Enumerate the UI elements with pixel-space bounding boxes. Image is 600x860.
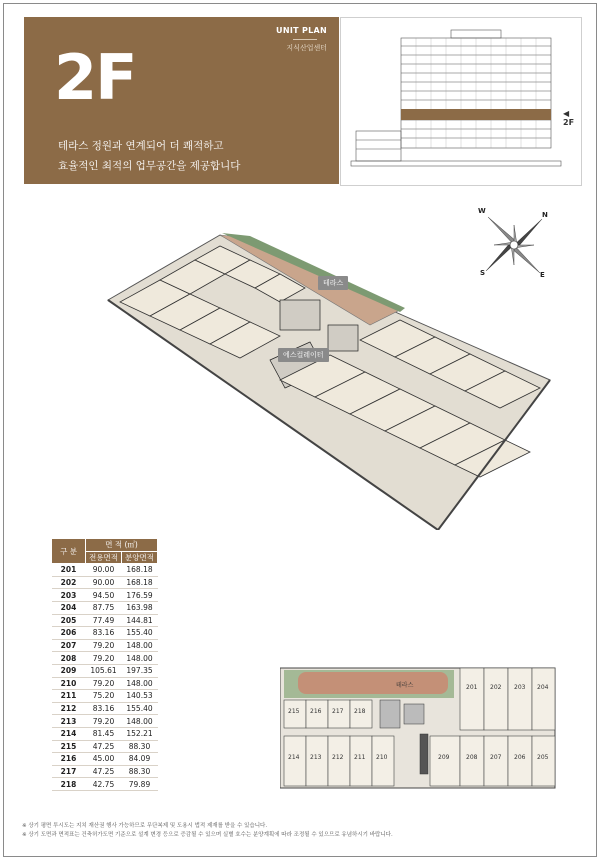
plan-unit: 212 bbox=[332, 754, 344, 761]
isometric-floor-plan bbox=[100, 230, 560, 530]
unit-number: 209 bbox=[52, 664, 86, 677]
footnote-1: ※ 상기 평면 투시도는 지치 재산권 행사 가능하므로 무단복제 및 도용시 법적 제재를 받을 수 있습니다. bbox=[22, 823, 268, 829]
exclusive-area: 47.25 bbox=[86, 765, 122, 778]
footnotes bbox=[22, 822, 393, 840]
plan-unit: 207 bbox=[490, 754, 502, 761]
description-line-1: 테라스 정원과 연계되어 더 쾌적하고 bbox=[58, 140, 224, 152]
plan-unit: 201 bbox=[466, 684, 478, 691]
sale-area: 163.98 bbox=[122, 601, 158, 614]
table-row bbox=[52, 664, 158, 677]
sale-area: 148.00 bbox=[122, 677, 158, 690]
sale-area: 155.40 bbox=[122, 627, 158, 640]
exclusive-area: 94.50 bbox=[86, 589, 122, 602]
sale-area: 148.00 bbox=[122, 715, 158, 728]
table-row bbox=[52, 740, 158, 753]
plan-unit: 202 bbox=[490, 684, 502, 691]
unit-number: 205 bbox=[52, 614, 86, 627]
plan-unit: 203 bbox=[514, 684, 526, 691]
exclusive-area: 83.16 bbox=[86, 702, 122, 715]
exclusive-area: 79.20 bbox=[86, 677, 122, 690]
table-row bbox=[52, 778, 158, 791]
exclusive-area: 47.25 bbox=[86, 740, 122, 753]
unit-number: 218 bbox=[52, 778, 86, 791]
sale-area: 155.40 bbox=[122, 702, 158, 715]
unit-number: 211 bbox=[52, 690, 86, 703]
plan-unit: 211 bbox=[354, 754, 366, 761]
exclusive-area: 87.75 bbox=[86, 601, 122, 614]
exclusive-area: 79.20 bbox=[86, 639, 122, 652]
exclusive-area: 77.49 bbox=[86, 614, 122, 627]
sale-area: 79.89 bbox=[122, 778, 158, 791]
isometric-drawing bbox=[100, 230, 560, 530]
compass-w: W bbox=[478, 207, 486, 215]
area-table-body bbox=[52, 564, 158, 791]
compass-s: S bbox=[480, 269, 486, 277]
plan-unit: 214 bbox=[288, 754, 300, 761]
escalator-tag: 에스컬레이터 bbox=[278, 348, 329, 362]
sale-area: 152.21 bbox=[122, 727, 158, 740]
plan-unit: 206 bbox=[514, 754, 526, 761]
exclusive-area: 45.00 bbox=[86, 753, 122, 766]
exclusive-area: 83.16 bbox=[86, 627, 122, 640]
table-row bbox=[52, 753, 158, 766]
sale-area: 84.09 bbox=[122, 753, 158, 766]
table-row bbox=[52, 715, 158, 728]
center-name: 지식산업센터 bbox=[286, 44, 327, 52]
unit-number: 215 bbox=[52, 740, 86, 753]
header-panel bbox=[24, 17, 339, 184]
unit-number: 213 bbox=[52, 715, 86, 728]
unit-number: 212 bbox=[52, 702, 86, 715]
description-line-2: 효율적인 최적의 업무공간을 제공합니다 bbox=[58, 160, 241, 172]
table-row bbox=[52, 639, 158, 652]
unit-number: 217 bbox=[52, 765, 86, 778]
col-group-header: 구 분 bbox=[52, 539, 86, 564]
sale-area: 148.00 bbox=[122, 652, 158, 665]
area-table bbox=[51, 538, 158, 791]
exclusive-area: 105.61 bbox=[86, 664, 122, 677]
sale-area: 140.53 bbox=[122, 690, 158, 703]
building-elevation bbox=[340, 17, 582, 186]
sale-area: 148.00 bbox=[122, 639, 158, 652]
unit-number: 202 bbox=[52, 576, 86, 589]
unit-number: 206 bbox=[52, 627, 86, 640]
plan-unit: 210 bbox=[376, 754, 388, 761]
exclusive-area: 81.45 bbox=[86, 727, 122, 740]
unit-number: 214 bbox=[52, 727, 86, 740]
unit-number: 201 bbox=[52, 564, 86, 577]
plan-unit: 218 bbox=[354, 708, 366, 715]
col-exclusive-header: 전용면적 bbox=[86, 551, 122, 564]
plan-unit: 216 bbox=[310, 708, 322, 715]
plan-unit: 215 bbox=[288, 708, 300, 715]
table-row bbox=[52, 765, 158, 778]
unit-number: 210 bbox=[52, 677, 86, 690]
sale-area: 88.30 bbox=[122, 740, 158, 753]
title-divider bbox=[293, 39, 317, 40]
area-header: 면 적 (㎡) bbox=[86, 539, 158, 552]
unit-plan-title: UNIT PLAN bbox=[276, 26, 327, 35]
table-row bbox=[52, 690, 158, 703]
table-row bbox=[52, 627, 158, 640]
exclusive-area: 75.20 bbox=[86, 690, 122, 703]
plan-unit: 204 bbox=[537, 684, 549, 691]
sale-area: 176.59 bbox=[122, 589, 158, 602]
exclusive-area: 42.75 bbox=[86, 778, 122, 791]
sale-area: 197.35 bbox=[122, 664, 158, 677]
table-row bbox=[52, 652, 158, 665]
unit-number: 208 bbox=[52, 652, 86, 665]
table-row bbox=[52, 576, 158, 589]
exclusive-area: 90.00 bbox=[86, 564, 122, 577]
sale-area: 88.30 bbox=[122, 765, 158, 778]
footnote-2: ※ 상기 도면과 면적표는 건축허가도면 기준으로 설계 변경 등으로 증감될 수 있으며 실별 호수는 분양계획에 따라 조정될 수 있으므로 유념하시기 바랍니다. bbox=[22, 832, 393, 838]
table-row bbox=[52, 727, 158, 740]
table-row bbox=[52, 677, 158, 690]
table-row bbox=[52, 601, 158, 614]
sale-area: 168.18 bbox=[122, 564, 158, 577]
terrace-tag: 테라스 bbox=[318, 276, 348, 290]
elevation-drawing bbox=[341, 18, 581, 185]
table-row bbox=[52, 614, 158, 627]
plan-unit: 205 bbox=[537, 754, 549, 761]
plan-unit: 217 bbox=[332, 708, 344, 715]
unit-number: 207 bbox=[52, 639, 86, 652]
unit-number: 216 bbox=[52, 753, 86, 766]
table-row bbox=[52, 564, 158, 577]
sale-area: 144.81 bbox=[122, 614, 158, 627]
unit-number: 203 bbox=[52, 589, 86, 602]
plan-terrace-label: 테라스 bbox=[396, 682, 414, 689]
floor-plan-drawing bbox=[280, 660, 560, 790]
table-row bbox=[52, 589, 158, 602]
compass-e: E bbox=[540, 271, 545, 279]
sale-area: 168.18 bbox=[122, 576, 158, 589]
floor-plan bbox=[280, 660, 560, 790]
exclusive-area: 79.20 bbox=[86, 652, 122, 665]
elevation-floor-label: ◀ 2F bbox=[563, 109, 575, 127]
plan-unit: 213 bbox=[310, 754, 322, 761]
table-row bbox=[52, 702, 158, 715]
unit-number: 204 bbox=[52, 601, 86, 614]
compass-n: N bbox=[542, 211, 548, 219]
col-sale-header: 분양면적 bbox=[122, 551, 158, 564]
plan-unit: 208 bbox=[466, 754, 478, 761]
plan-unit: 209 bbox=[438, 754, 450, 761]
highlighted-floor bbox=[401, 109, 551, 120]
exclusive-area: 79.20 bbox=[86, 715, 122, 728]
exclusive-area: 90.00 bbox=[86, 576, 122, 589]
floor-number: 2F bbox=[54, 41, 136, 114]
